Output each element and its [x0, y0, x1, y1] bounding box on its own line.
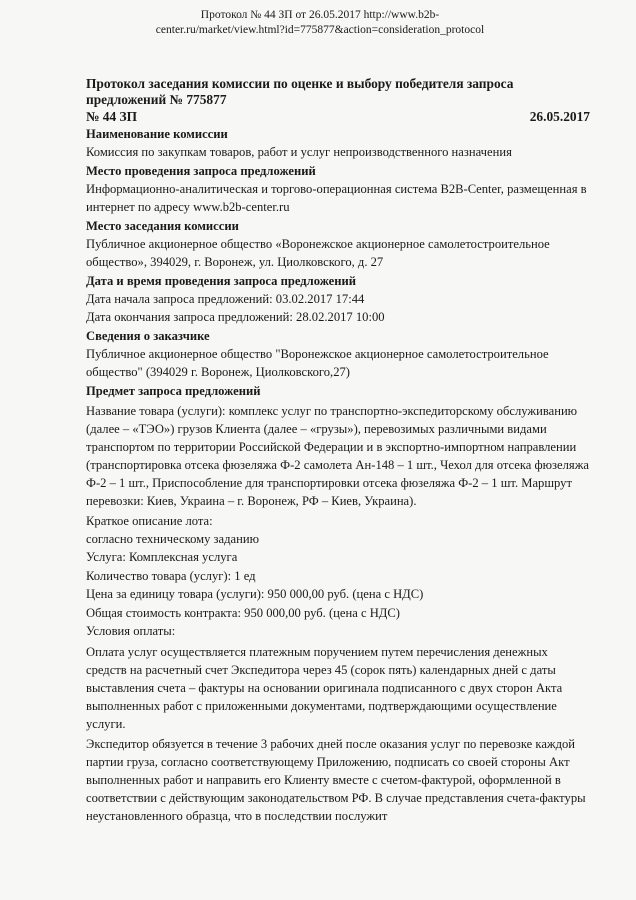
datetime-heading: Дата и время проведения запроса предложений: [86, 273, 357, 288]
customer-text: Публичное акционерное общество "Воронежское акционерное самолетостроительное общество" (394029 г. Воронеж, Циолковского,27): [86, 346, 549, 379]
service-line: Услуга: Комплексная услуга: [86, 550, 238, 564]
end-date: Дата окончания запроса предложений: 28.02.2017 10:00: [86, 310, 385, 324]
lot-value: согласно техническому заданию: [86, 531, 259, 546]
page-header: [60, 8, 580, 38]
protocol-number: № 44 ЗП: [86, 109, 138, 124]
payment-label: Условия оплаты:: [86, 624, 176, 638]
total-price-line: Общая стоимость контракта: 950 000,00 руб. (цена с НДС): [86, 605, 400, 620]
unit-price-line: Цена за единицу товара (услуги): 950 000,00 руб. (цена с НДС): [86, 587, 424, 601]
quantity-line: Количество товара (услуг): 1 ед: [86, 568, 256, 583]
payment-text: Оплата услуг осуществляется платежным поручением путем перечисления денежных средств на расчетный счет Экспедитора через 45 (сорок пять) календарных дней с даты выставления счета – фактуры на основании оригинала подписанного с двух сторон Акта выполненных работ с приложенными документами, подтверждающими осуществление услуги.: [86, 644, 563, 731]
number-date-row: [86, 108, 590, 125]
document-title: Протокол заседания комиссии по оценке и выбору победителя запроса предложений № 775877: [86, 76, 514, 107]
commission-heading: Наименование комиссии: [86, 127, 228, 141]
header-line-2: center.ru/market/view.html?id=775877&action=consideration_protocol: [155, 24, 485, 36]
commission-text: Комиссия по закупкам товаров, работ и услуг непроизводственного назначения: [86, 145, 512, 159]
subject-text: Название товара (услуги): комплекс услуг по транспортно-экспедиторскому обслуживанию (далее – «ТЭО») грузов Клиента (далее – «грузы»), перевозимых различными видами транспортом по территории Российской Федерации и в экспортно-импортном направлении (транспортировка отсека фюзеляжа Ф-2 самолета Ан-148 – 1 шт., Чехол для отсека фюзеляжа Ф-2 – 1 шт., Приспособление для транспортировки отсека фюзеляжа Ф-2 – 1 шт. Маршрут перевозки: Киев, Украина – г. Воронеж, РФ – Киев, Украина).: [86, 403, 589, 508]
start-date: Дата начала запроса предложений: 03.02.2017 17:44: [86, 291, 365, 306]
subject-heading: Предмет запроса предложений: [86, 383, 261, 398]
venue-text: Информационно-аналитическая и торгово-операционная система B2B-Center, размещенная в интернет по адресу www.b2b-center.ru: [86, 181, 587, 214]
document-body: [86, 76, 590, 825]
header-line-1: Протокол № 44 ЗП от 26.05.2017 http://www.b2b-: [200, 9, 440, 21]
customer-heading: Сведения о заказчике: [86, 328, 210, 343]
protocol-date: 26.05.2017: [529, 109, 590, 124]
lot-label: Краткое описание лота:: [86, 513, 213, 528]
meeting-text: Публичное акционерное общество «Воронежское акционерное самолетостроительное общество», 394029, г. Воронеж, ул. Циолковского, д. 27: [86, 236, 550, 269]
forwarder-text: Экспедитор обязуется в течение 3 рабочих дней после оказания услуг по перевозке каждой партии груза, согласно соответствующему Приложению, подписать со своей стороны Акт выполненных работ и направить его Клиенту вместе с счетом-фактурой, оформленной в соответствии с действующим законодательством РФ. В случае представления счета-фактуры неустановленного образца, что в последствии послужит: [86, 736, 586, 823]
venue-heading: Место проведения запроса предложений: [86, 163, 316, 178]
meeting-heading: Место заседания комиссии: [86, 218, 239, 233]
